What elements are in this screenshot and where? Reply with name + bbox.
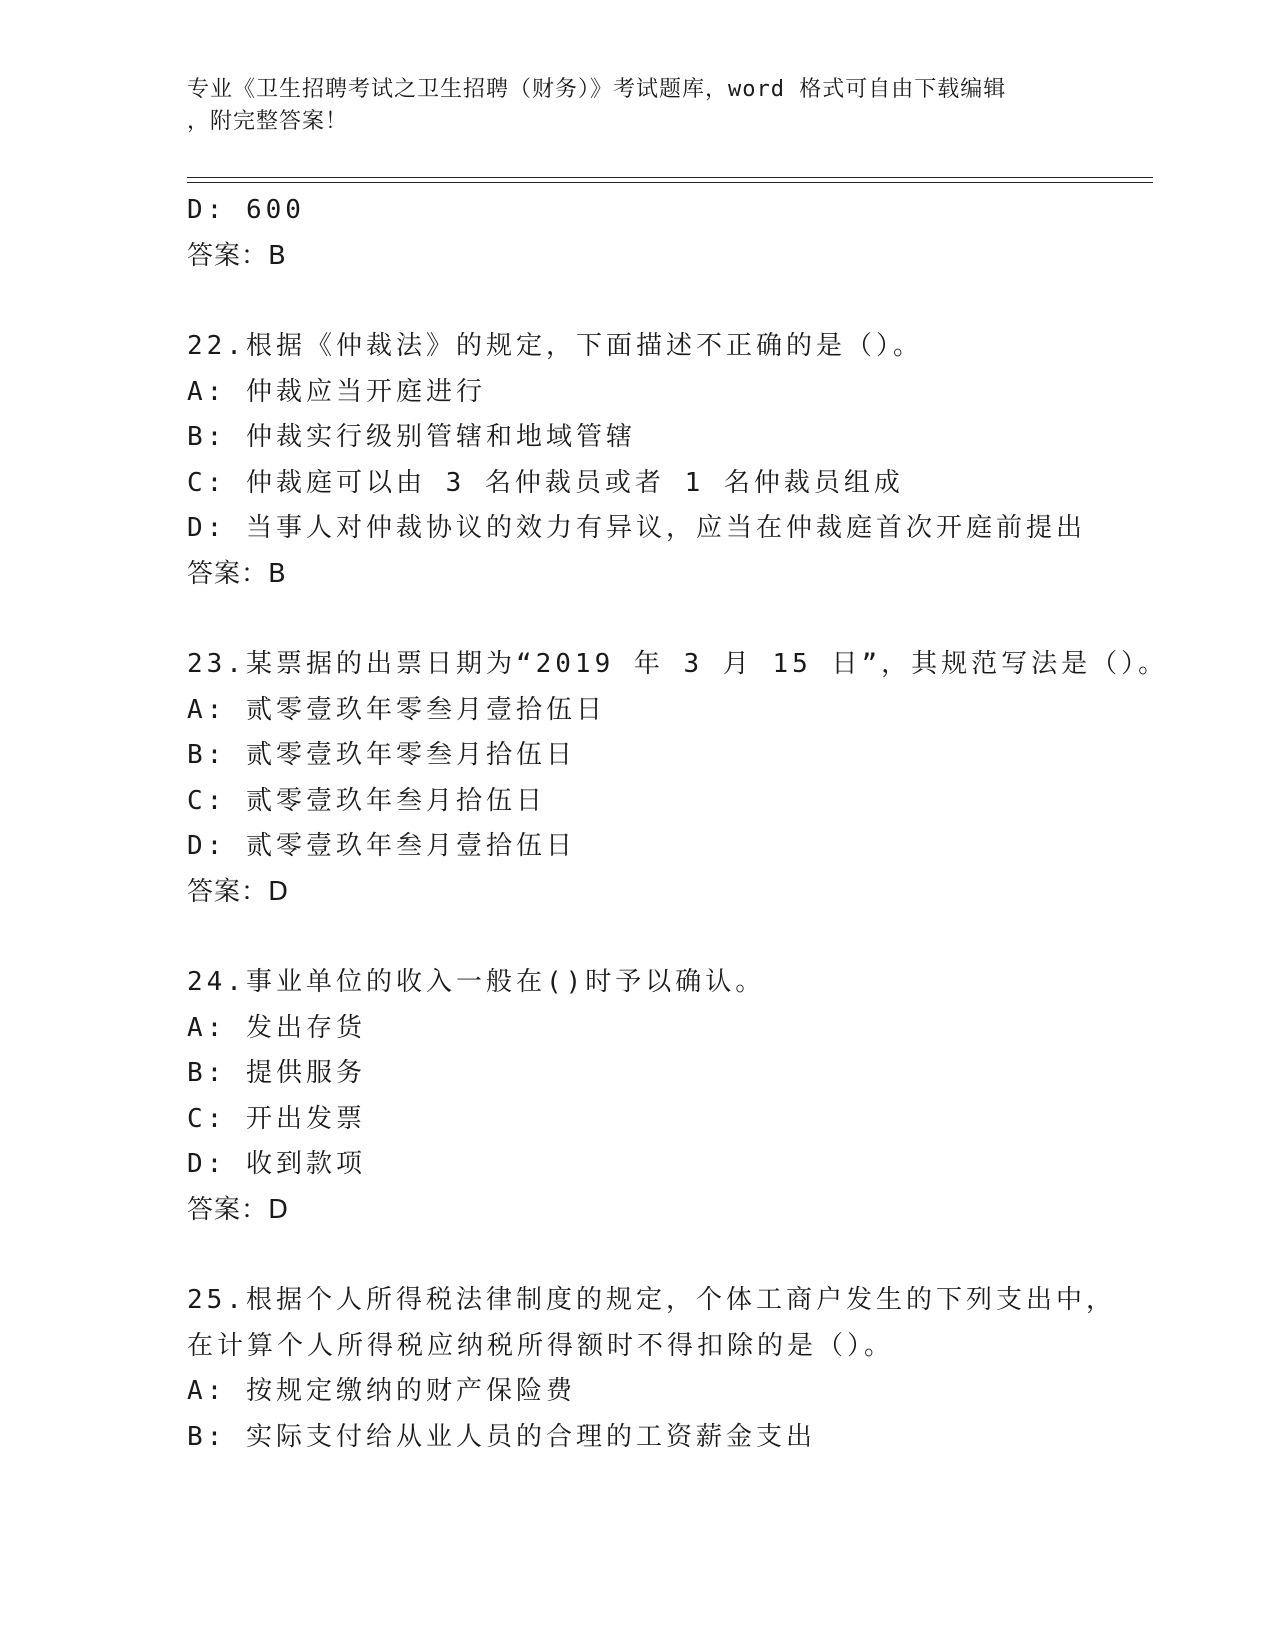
option-d: D: 600 <box>187 195 305 225</box>
option-a: A: 仲裁应当开庭进行 <box>187 376 486 407</box>
header-divider-bottom <box>187 182 1153 183</box>
answer-line: 答案：D <box>187 1194 290 1225</box>
option-d: D: 当事人对仲裁协议的效力有异议，应当在仲裁庭首次开庭前提出 <box>187 513 1086 543</box>
answer-line: 答案：B <box>187 558 287 589</box>
question-23 <box>187 642 1169 915</box>
option-a: A: 发出存货 <box>187 1012 366 1043</box>
option-b: B: 贰零壹玖年零叁月拾伍日 <box>187 740 576 770</box>
header-line-2: ，附完整答案！ <box>187 109 349 134</box>
option-c: C: 开出发票 <box>187 1103 366 1134</box>
question-25 <box>187 1278 1116 1460</box>
option-b: B: 仲裁实行级别管辖和地域管辖 <box>187 422 636 452</box>
answer-line: 答案：B <box>187 240 287 271</box>
answer-line: 答案：D <box>187 876 290 907</box>
option-c: C: 贰零壹玖年叁月拾伍日 <box>187 785 546 816</box>
question-stem-continued: 在计算个人所得税应纳税所得额时不得扣除的是（）。 <box>187 1330 895 1361</box>
option-a: A: 按规定缴纳的财产保险费 <box>187 1376 576 1406</box>
option-b: B: 提供服务 <box>187 1058 366 1088</box>
option-c: C: 仲裁庭可以由 3 名仲裁员或者 1 名仲裁员组成 <box>187 467 904 498</box>
option-d: D: 贰零壹玖年叁月壹拾伍日 <box>187 831 576 861</box>
option-a: A: 贰零壹玖年零叁月壹拾伍日 <box>187 694 606 725</box>
question-stem: 23.某票据的出票日期为“2019 年 3 月 15 日”，其规范写法是（）。 <box>187 649 1169 679</box>
question-stem: 22.根据《仲裁法》的规定，下面描述不正确的是（）。 <box>187 331 923 361</box>
question-list <box>187 188 1169 1460</box>
question-stem: 25.根据个人所得税法律制度的规定，个体工商户发生的下列支出中， <box>187 1285 1116 1315</box>
document-header <box>187 74 1067 138</box>
option-d: D: 收到款项 <box>187 1149 366 1179</box>
header-divider-top <box>187 177 1153 178</box>
previous-question-tail <box>187 188 1087 279</box>
question-stem: 24.事业单位的收入一般在()时予以确认。 <box>187 967 766 997</box>
option-b: B: 实际支付给从业人员的合理的工资薪金支出 <box>187 1421 816 1452</box>
header-line-1: 专业《卫生招聘考试之卫生招聘（财务）》考试题库，word 格式可自由下载编辑 <box>187 77 1007 102</box>
question-22 <box>187 324 1087 597</box>
question-24 <box>187 960 1087 1233</box>
